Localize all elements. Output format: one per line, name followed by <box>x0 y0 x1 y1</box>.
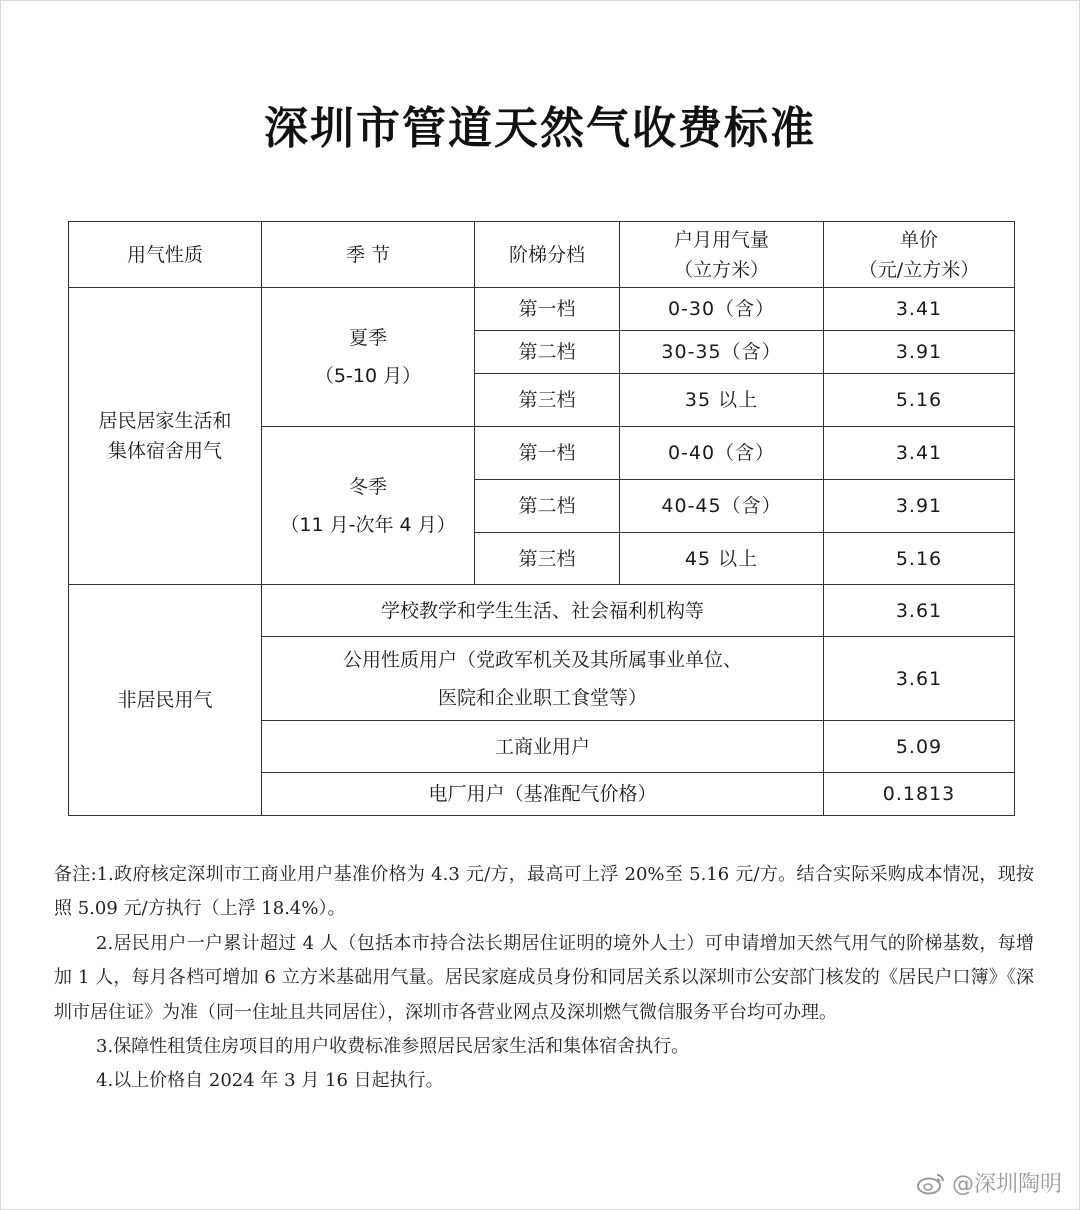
fee-table <box>68 221 1015 816</box>
note-2: 2.居民用户一户累计超过 4 人（包括本市持合法长期居住证明的境外人士）可申请增加天然气用气的阶梯基数，每增加 1 人，每月各档可增加 6 立方米基础用气量。居民家庭成员身份和同居关系以深圳市公安部门核发的《居民户口簿》《深圳市居住证》为准（同一住址且共同居住），深圳市各营业网点及深圳燃气微信服务平台均可办理。 <box>54 932 1034 1023</box>
summer-tier-3: 第三档 <box>475 374 620 427</box>
header-usage-line1: 户月用气量 <box>673 228 769 251</box>
non-residential-desc-2 <box>262 637 824 721</box>
header-usage-line2: （立方米） <box>673 258 769 281</box>
summer-tier-1: 第一档 <box>475 288 620 331</box>
non-residential-label-cell: 非居民用气 <box>69 585 262 816</box>
winter-price-1: 3.41 <box>824 427 1015 480</box>
summer-price-3: 5.16 <box>824 374 1015 427</box>
header-tier: 阶梯分档 <box>475 222 620 288</box>
notes-section <box>54 858 1034 1099</box>
winter-usage-1: 0-40（含） <box>620 427 824 480</box>
note-3: 3.保障性租赁住房项目的用户收费标准参照居民居家生活和集体宿舍执行。 <box>96 1036 690 1058</box>
non-residential-desc-2-line2: 医院和企业职工食堂等） <box>437 686 647 709</box>
winter-tier-2: 第二档 <box>475 480 620 533</box>
winter-name: 冬季 <box>348 475 387 498</box>
header-price <box>824 222 1015 288</box>
non-residential-desc-3: 工商业用户 <box>262 721 824 773</box>
summer-name: 夏季 <box>348 327 387 349</box>
residential-label-cell <box>69 288 262 585</box>
winter-price-3: 5.16 <box>824 533 1015 585</box>
winter-season-cell <box>262 427 475 585</box>
winter-tier-1: 第一档 <box>475 427 620 480</box>
header-price-line1: 单价 <box>899 228 938 251</box>
watermark <box>916 1167 1062 1198</box>
table-row <box>69 288 1015 331</box>
note-4: 4.以上价格自 2024 年 3 月 16 日起执行。 <box>96 1070 444 1092</box>
header-season: 季 节 <box>262 222 475 288</box>
residential-label-line1: 居民居家生活和 <box>98 410 232 432</box>
non-residential-price-2: 3.61 <box>824 637 1015 721</box>
summer-tier-2: 第二档 <box>475 331 620 374</box>
header-usage <box>620 222 824 288</box>
summer-months: （5-10 月） <box>314 365 422 387</box>
winter-usage-2: 40-45（含） <box>620 480 824 533</box>
weibo-icon <box>916 1171 946 1195</box>
non-residential-desc-4: 电厂用户（基准配气价格） <box>262 773 824 816</box>
winter-price-2: 3.91 <box>824 480 1015 533</box>
non-residential-desc-2-line1: 公用性质用户（党政军机关及其所属事业单位、 <box>342 648 742 671</box>
note-1: 备注:1.政府核定深圳市工商业用户基准价格为 4.3 元/方，最高可上浮 20%至 5.16 元/方。结合实际采购成本情况，现按照 5.09 元/方执行（上浮 18.4%）。 <box>54 864 1034 920</box>
summer-usage-1: 0-30（含） <box>620 288 824 331</box>
non-residential-price-4: 0.1813 <box>824 773 1015 816</box>
watermark-text: @深圳陶明 <box>951 1172 1062 1197</box>
winter-usage-3: 45 以上 <box>620 533 824 585</box>
table-row <box>69 585 1015 637</box>
header-nature: 用气性质 <box>69 222 262 288</box>
page-title: 深圳市管道天然气收费标准 <box>264 103 816 154</box>
winter-tier-3: 第三档 <box>475 533 620 585</box>
non-residential-desc-1: 学校教学和学生生活、社会福利机构等 <box>262 585 824 637</box>
residential-label-line2: 集体宿舍用气 <box>107 440 222 462</box>
summer-usage-2: 30-35（含） <box>620 331 824 374</box>
non-residential-price-3: 5.09 <box>824 721 1015 773</box>
table-header-row <box>69 222 1015 288</box>
summer-price-2: 3.91 <box>824 331 1015 374</box>
summer-usage-3: 35 以上 <box>620 374 824 427</box>
winter-months: （11 月-次年 4 月） <box>280 513 456 536</box>
summer-season-cell <box>262 288 475 427</box>
summer-price-1: 3.41 <box>824 288 1015 331</box>
header-price-line2: （元/立方米） <box>858 258 980 281</box>
non-residential-price-1: 3.61 <box>824 585 1015 637</box>
